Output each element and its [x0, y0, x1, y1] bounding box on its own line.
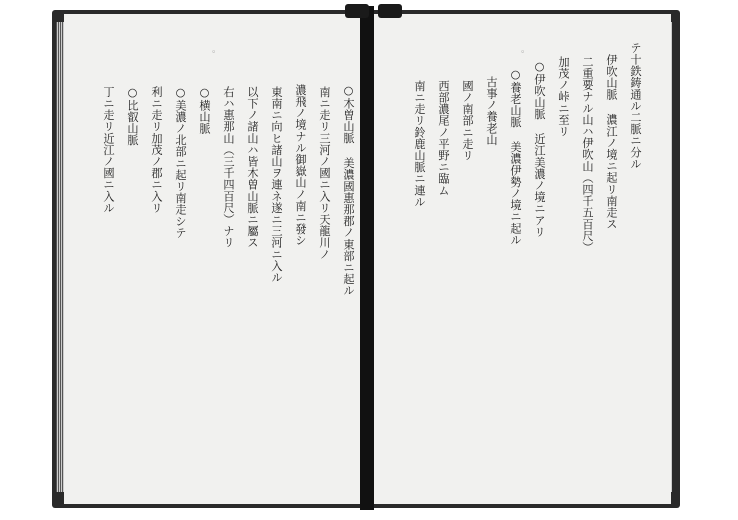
- binding-clip: [378, 4, 402, 18]
- text-column: ○横山脈: [198, 86, 211, 135]
- text-column: ○木曽山脈 美濃國惠那郡ノ東部ニ起ル: [342, 84, 355, 297]
- text-column: 濃飛ノ境ナル御嶽山ノ南ニ發シ: [294, 84, 307, 247]
- text-column: テ十鉄鋳通ル二脈ニ分ル: [629, 42, 642, 170]
- text-column: 二重要ナル山ハ伊吹山（四千五百尺）: [581, 56, 594, 254]
- left-page: [64, 14, 363, 504]
- text-column: 以下ノ諸山ハ皆木曽山脈ニ屬ス: [246, 86, 259, 249]
- text-column: 加茂ノ峠ニ至リ: [557, 56, 570, 138]
- binding-clip: [345, 4, 369, 18]
- page-edges-left: [56, 22, 64, 492]
- text-column: 東南ニ向ヒ諸山ヲ連ネ遂ニ三河ニ入ル: [270, 86, 283, 284]
- right-page: [370, 14, 671, 504]
- text-column: 南ニ走リ三河ノ國ニ入リ天龍川ノ: [318, 86, 331, 260]
- book-spine: [360, 6, 374, 510]
- text-column: 西部濃尾ノ平野ニ臨ム: [437, 80, 450, 196]
- page-mark: 。: [212, 45, 222, 55]
- text-column: ○比叡山脈: [126, 86, 139, 146]
- text-column: 古事ノ養老山: [485, 76, 498, 146]
- text-column: 國ノ南部ニ走リ: [461, 80, 474, 162]
- text-column: 南ニ走リ鈴鹿山脈ニ連ル: [413, 80, 426, 208]
- text-column: 右ハ惠那山（三千四百尺）ナリ: [222, 86, 235, 249]
- text-column: 利ニ走リ加茂ノ郡ニ入リ: [150, 86, 163, 214]
- text-column: 丁ニ走リ近江ノ國ニ入ル: [102, 86, 115, 214]
- text-column: ○伊吹山脈 近江美濃ノ境ニアリ: [533, 60, 546, 238]
- text-column: ○美濃ノ北部ニ起リ南走シテ: [174, 86, 187, 239]
- text-column: 伊吹山脈 濃江ノ境ニ起リ南走ス: [605, 54, 618, 230]
- page-mark: 。: [521, 45, 531, 55]
- text-column: ○養老山脈 美濃伊勢ノ境ニ起ル: [509, 68, 522, 246]
